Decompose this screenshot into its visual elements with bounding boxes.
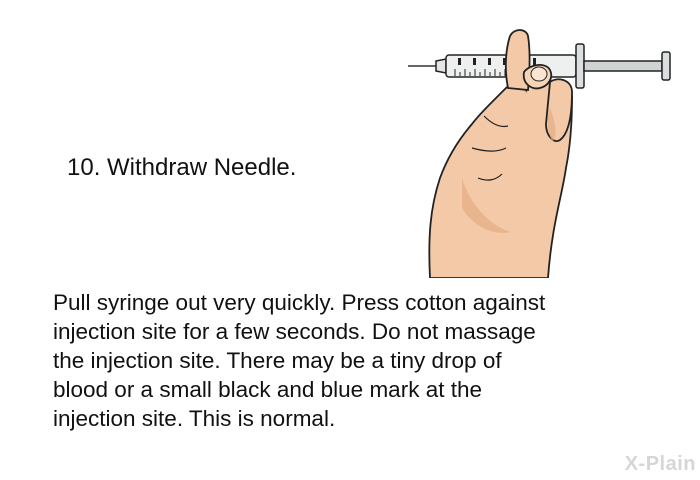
needle-hub xyxy=(436,59,446,73)
plunger-cap xyxy=(662,52,670,80)
body-line: injection site. This is normal. xyxy=(53,406,336,431)
hand-holding-syringe-illustration xyxy=(400,28,680,278)
brand-logo: X-Plain xyxy=(624,453,696,475)
step-title: 10. Withdraw Needle. xyxy=(67,154,297,181)
thumbnail xyxy=(531,67,547,81)
plunger-rod xyxy=(584,61,662,71)
body-line: blood or a small black and blue mark at the xyxy=(53,377,482,402)
body-line: the injection site. There may be a tiny drop of xyxy=(53,348,502,373)
body-text xyxy=(53,288,683,433)
body-line: injection site for a few seconds. Do not massage xyxy=(53,319,536,344)
body-line: Pull syringe out very quickly. Press cotton against xyxy=(53,290,546,315)
syringe-flange xyxy=(576,44,584,88)
